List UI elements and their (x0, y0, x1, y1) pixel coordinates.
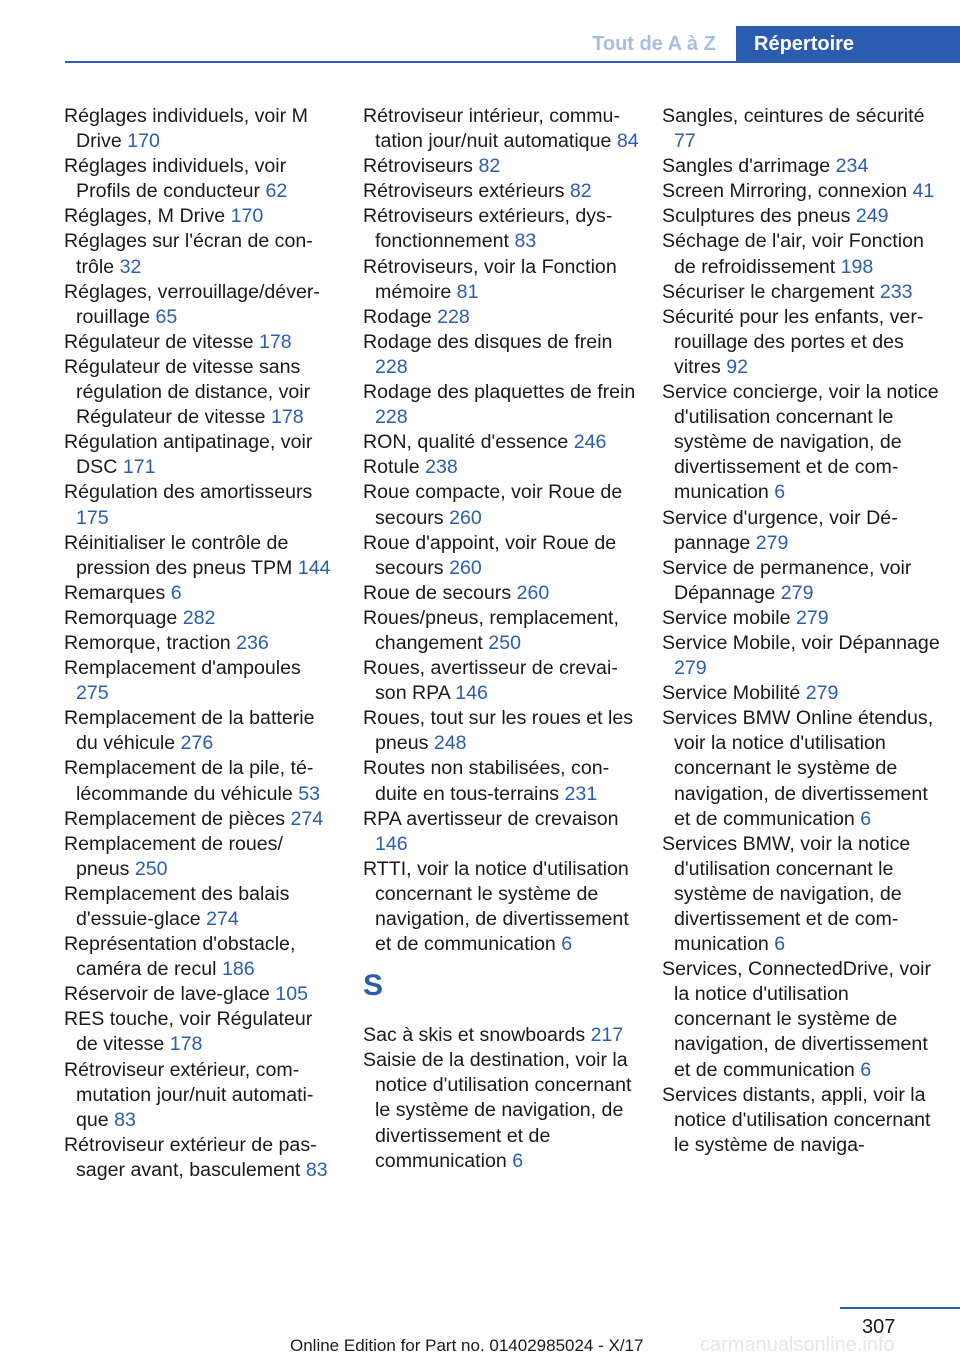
index-entry (363, 330, 641, 380)
page-reference-link[interactable]: 6 (860, 807, 872, 830)
index-entry (363, 430, 641, 455)
index-entry (662, 506, 942, 556)
index-entry-text: Réinitialiser le contrôle de pression des pneus TPM (64, 531, 293, 579)
index-entry (363, 455, 641, 480)
index-entry-text: Réservoir de lave-glace (64, 983, 270, 1006)
index-entry-text: Rétroviseurs (363, 155, 473, 178)
index-entry-text: Services distants, appli, voir la notice d'utilisation concernant le système de naviga- (662, 1083, 931, 1156)
page-reference-link[interactable]: 246 (573, 431, 607, 454)
page-reference-link[interactable]: 274 (290, 807, 324, 830)
page-reference-link[interactable]: 62 (265, 180, 288, 203)
page-reference-link[interactable]: 236 (236, 631, 269, 654)
index-entry-text: RTTI, voir la notice d'utilisation concernant le système de navigation, de divertissement et de communication (363, 857, 629, 956)
index-entry (64, 631, 336, 656)
page-reference-link[interactable]: 275 (76, 682, 109, 705)
index-entry (64, 581, 336, 606)
page-reference-link[interactable]: 279 (780, 581, 814, 604)
index-entry-text: Sécuriser le chargement (662, 280, 875, 303)
index-entry (363, 1023, 641, 1048)
index-entry-text: Services BMW Online étendus, voir la notice d'utilisation concernant le système de navigation, de divertissement et de communication (662, 707, 934, 830)
index-entry (64, 1133, 336, 1183)
index-entry-text: Régulation des amortisseurs (64, 481, 313, 504)
index-entry (662, 305, 942, 380)
index-entry-text: Service Mobilité (662, 682, 801, 705)
index-entry-text: Service de permanence, voir Dépannage (662, 556, 912, 604)
index-entry (64, 480, 336, 530)
index-entry-text: Sécurité pour les enfants, verrouillage des portes et des vitres (662, 305, 924, 378)
page-reference-link[interactable]: 186 (221, 958, 255, 981)
index-entry (64, 606, 336, 631)
page-reference-link[interactable]: 171 (122, 456, 156, 479)
page-reference-link[interactable]: 6 (170, 581, 182, 604)
index-entry-text: Rétroviseur intérieur, commutation jour/nuit automatique (363, 105, 620, 153)
index-entry (363, 104, 641, 154)
index-entry (363, 179, 641, 204)
index-entry-text: Remorquage (64, 606, 178, 629)
index-entry (64, 531, 336, 581)
index-entry (64, 229, 336, 279)
page-reference-link[interactable]: 198 (840, 255, 874, 278)
index-entry-text: Routes non stabilisées, conduite en tous-terrains (363, 757, 610, 805)
index-entry-text: RPA avertisseur de crevaison (363, 807, 619, 830)
index-entry-text: Rétroviseurs, voir la Fonction mémoire (363, 255, 617, 303)
index-entry-text: Roues, avertisseur de crevaison RPA (363, 657, 618, 705)
index-entry (64, 756, 336, 806)
page-reference-link[interactable]: 92 (726, 355, 749, 378)
page-reference-link[interactable]: 178 (270, 406, 304, 429)
index-entry (64, 1058, 336, 1133)
index-entry-text: Réglages individuels, voir M Drive (64, 105, 308, 153)
page-reference-link[interactable]: 170 (230, 205, 264, 228)
page-reference-link[interactable]: 105 (275, 983, 308, 1006)
index-entry-text: Roue de secours (363, 581, 512, 604)
index-entry (363, 204, 641, 254)
index-entry-text: Rétroviseur extérieur de passager avant, basculement (64, 1133, 317, 1181)
index-entry (662, 1083, 942, 1158)
index-entry-text: Sculptures des pneus (662, 205, 851, 228)
index-entry (662, 832, 942, 957)
page-reference-link[interactable]: 260 (516, 581, 550, 604)
page-reference-link[interactable]: 233 (879, 280, 913, 303)
index-entry (363, 305, 641, 330)
index-entry-text: Régulation antipatinage, voir DSC (64, 431, 313, 479)
index-entry (662, 631, 942, 681)
index-entry (662, 154, 942, 179)
index-entry-text: Roues, tout sur les roues et les pneus (363, 707, 634, 755)
index-entry-text: Remplacement de pièces (64, 807, 286, 830)
page-reference-link[interactable]: 238 (425, 456, 458, 479)
index-entry (64, 154, 336, 204)
page-reference-link[interactable]: 83 (305, 1158, 328, 1181)
index-entry (64, 882, 336, 932)
index-entry-text: Service concierge, voir la notice d'utilisation concernant le système de navigation, de divertissement et de communication (662, 381, 939, 504)
index-entry (363, 807, 641, 857)
index-entry (363, 756, 641, 806)
page-reference-link[interactable]: 260 (449, 506, 482, 529)
index-entry-text: Screen Mirroring, connexion (662, 180, 908, 203)
index-entry-text: Réglages, M Drive (64, 205, 226, 228)
index-entry (662, 681, 942, 706)
index-entry (363, 706, 641, 756)
index-entry (363, 606, 641, 656)
index-entry-text: Roues/pneus, remplacement, changement (363, 606, 619, 654)
index-entry-text: Rodage des plaquettes de frein (363, 381, 636, 404)
page-reference-link[interactable]: 6 (860, 1058, 872, 1081)
index-entry (662, 556, 942, 606)
page-reference-link[interactable]: 274 (206, 908, 239, 930)
index-entry (64, 204, 336, 229)
index-entry (363, 380, 641, 430)
page-reference-link[interactable]: 228 (375, 406, 408, 429)
page-reference-link[interactable]: 41 (912, 180, 935, 203)
index-entry-text: Rodage (363, 305, 432, 328)
index-entry-text: Service mobile (662, 606, 791, 629)
index-entry (64, 355, 336, 430)
index-entry-text: Services, ConnectedDrive, voir la notice d'utilisation concernant le système de navigation, de divertissement et de communication (662, 958, 931, 1081)
index-column-1 (64, 104, 336, 1183)
index-entry (662, 179, 942, 204)
index-entry (363, 1048, 641, 1173)
page-reference-link[interactable]: 282 (182, 606, 216, 629)
index-entry (662, 229, 942, 279)
index-entry (662, 606, 942, 631)
page-reference-link[interactable]: 249 (855, 205, 889, 228)
index-entry (64, 430, 336, 480)
page-reference-link[interactable]: 279 (674, 657, 707, 680)
page-reference-link[interactable]: 228 (375, 355, 408, 378)
page-reference-link[interactable]: 234 (835, 155, 869, 178)
index-entry-text: Roue d'appoint, voir Roue de secours (363, 531, 617, 579)
page-reference-link[interactable]: 65 (155, 305, 178, 328)
page-reference-link[interactable]: 248 (433, 732, 467, 755)
index-entry-text: Régulateur de vitesse (64, 330, 254, 353)
index-entry (363, 857, 641, 957)
index-entry-text: Rétroviseurs extérieurs (363, 180, 565, 203)
watermark: carmanualsonline.info (700, 1334, 895, 1356)
page-reference-link[interactable]: 53 (298, 782, 320, 805)
index-entry (64, 832, 336, 882)
index-entry (64, 932, 336, 982)
page-reference-link[interactable]: 83 (514, 230, 537, 253)
page-reference-link[interactable]: 279 (805, 682, 839, 705)
page-reference-link[interactable]: 82 (478, 155, 501, 178)
page-reference-link[interactable]: 77 (674, 130, 696, 153)
page-reference-link[interactable]: 260 (449, 556, 482, 579)
index-entry-text: Représentation d'obstacle, caméra de recul (64, 933, 296, 981)
index-entry (662, 280, 942, 305)
index-entry-text: Remplacement de la batterie du véhicule (64, 707, 315, 755)
page-reference-link[interactable]: 279 (795, 606, 829, 629)
index-entry (64, 104, 336, 154)
index-entry (64, 656, 336, 706)
index-entry-text: Rétroviseur extérieur, commutation jour/nuit automatique (64, 1058, 314, 1131)
page-reference-link[interactable]: 231 (564, 782, 598, 805)
index-entry-text: Séchage de l'air, voir Fonction de refroidissement (662, 230, 924, 278)
index-entry (64, 807, 336, 832)
footer-edition: Online Edition for Part no. 01402985024 - X/17 (290, 1336, 644, 1355)
index-entry-text: Régulateur de vitesse sans régulation de distance, voir Régulateur de vitesse (64, 355, 311, 429)
index-entry-text: Saisie de la destination, voir la notice d'utilisation concernant le système de navigation, de divertissement et de communication (363, 1049, 632, 1172)
index-entry-text: Service Mobile, voir Dépannage (662, 631, 940, 654)
index-entry-text: Roue compacte, voir Roue de secours (363, 481, 623, 529)
index-entry-text: Services BMW, voir la notice d'utilisation concernant le système de navigation, de divertissement et de communication (662, 832, 911, 956)
page-reference-link[interactable]: 81 (456, 280, 479, 303)
index-entry-text: Réglages, verrouillage/déverrouillage (64, 280, 320, 328)
page-reference-link[interactable]: 83 (114, 1108, 136, 1131)
index-entry (662, 104, 942, 154)
index-entry-text: Remplacement d'ampoules (64, 657, 301, 680)
index-entry-text: Sangles, ceintures de sécurité (662, 105, 925, 127)
index-entry-text: Service d'urgence, voir Dépannage (662, 506, 898, 554)
page-reference-link[interactable]: 178 (258, 330, 292, 353)
page-reference-link[interactable]: 178 (169, 1033, 203, 1056)
section-letter-s: S (363, 969, 384, 1003)
page-reference-link[interactable]: 32 (119, 255, 142, 278)
footer-rule (840, 1307, 960, 1309)
index-entry (363, 531, 641, 581)
index-entry-text: Rodage des disques de frein (363, 330, 613, 353)
tab-directory[interactable]: Répertoire (736, 26, 960, 63)
index-entry-text: Rotule (363, 456, 420, 479)
index-entry (64, 982, 336, 1007)
index-entry (64, 706, 336, 756)
index-entry-text: Remplacement des balais d'essuie-glace (64, 882, 290, 930)
index-entry-text: Sac à skis et snowboards (363, 1024, 586, 1047)
index-entry-text: Remorque, traction (64, 631, 231, 654)
page-reference-link[interactable]: 250 (488, 631, 521, 654)
page-reference-link[interactable]: 175 (76, 506, 109, 529)
index-entry (363, 656, 641, 706)
page-number: 307 (862, 1316, 896, 1338)
index-entry-text: Réglages individuels, voir Profils de conducteur (64, 155, 287, 203)
index-entry (363, 255, 641, 305)
index-entry-text: Remplacement de la pile, télécommande du véhicule (64, 757, 314, 805)
page-reference-link[interactable]: 6 (774, 933, 786, 956)
page-reference-link[interactable]: 6 (512, 1149, 524, 1172)
index-column-3 (662, 104, 942, 1158)
index-entry-text: Sangles d'arrimage (662, 155, 831, 178)
page-reference-link[interactable]: 217 (590, 1024, 624, 1047)
index-entry-text: Réglages sur l'écran de contrôle (64, 230, 313, 278)
tab-a-to-z[interactable]: Tout de A à Z (592, 32, 716, 55)
page-reference-link[interactable]: 250 (134, 857, 168, 880)
page-reference-link[interactable]: 144 (297, 556, 331, 579)
page-reference-link[interactable]: 146 (375, 832, 408, 855)
page-reference-link[interactable]: 279 (755, 531, 789, 554)
index-entry (662, 204, 942, 229)
page-reference-link[interactable]: 170 (127, 130, 160, 153)
index-entry (662, 957, 942, 1082)
index-column-2 (363, 104, 641, 1174)
page-reference-link[interactable]: 146 (455, 682, 488, 705)
index-entry (64, 1007, 336, 1057)
index-entry (662, 706, 942, 831)
index-entry-text: Rétroviseurs extérieurs, dysfonctionnement (363, 205, 613, 253)
index-entry (363, 581, 641, 606)
index-entry-text: Remarques (64, 581, 166, 604)
index-entry-text: RON, qualité d'essence (363, 431, 569, 454)
page-reference-link[interactable]: 228 (437, 305, 470, 328)
index-entry (363, 480, 641, 530)
page-reference-link[interactable]: 276 (180, 732, 214, 755)
page-reference-link[interactable]: 84 (616, 130, 639, 153)
page-reference-link[interactable]: 82 (569, 180, 592, 203)
page-reference-link[interactable]: 6 (561, 933, 573, 956)
index-entry-text: RES touche, voir Régulateur de vitesse (64, 1008, 313, 1056)
index-entry (64, 280, 336, 330)
index-entry (662, 380, 942, 505)
page-reference-link[interactable]: 6 (774, 481, 786, 504)
index-entry-text: Remplacement de roues/ pneus (64, 832, 283, 880)
index-entry (363, 154, 641, 179)
index-entry (64, 330, 336, 355)
